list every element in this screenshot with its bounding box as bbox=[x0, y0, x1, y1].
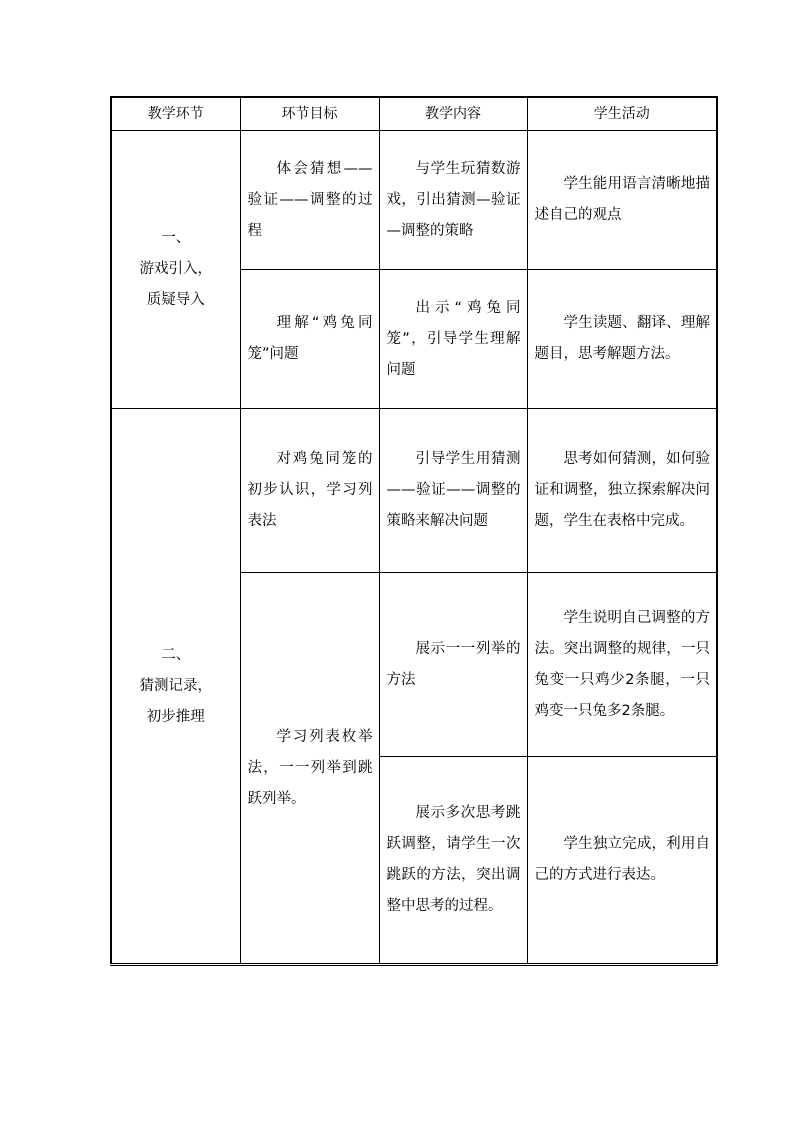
table-row bbox=[111, 409, 717, 573]
activity-text: 学生说明自己调整的方法。突出调整的规律，一只兔变一只鸡少2条腿，一只鸡变一只兔多2条腿。 bbox=[534, 609, 710, 719]
goal-cell bbox=[240, 131, 379, 270]
stage-1-cell bbox=[111, 131, 240, 409]
content-text: 引导学生用猜测——验证——调整的策略来解决问题 bbox=[386, 451, 521, 529]
goal-cell bbox=[240, 409, 379, 573]
stage-1-line-3: 质疑导入 bbox=[146, 292, 205, 308]
goal-cell bbox=[240, 573, 379, 965]
content-text: 展示多次思考跳跃调整，请学生一次跳跃的方法，突出调整中思考的过程。 bbox=[386, 805, 521, 914]
lesson-plan-table bbox=[110, 96, 718, 966]
content-text: 与学生玩猜数游戏，引出猜测—验证—调整的策略 bbox=[386, 160, 521, 239]
goal-text: 对鸡兔同笼的初步认识，学习列表法 bbox=[247, 451, 373, 529]
goal-text: 理解“鸡兔同笼”问题 bbox=[247, 315, 373, 362]
content-cell bbox=[379, 573, 527, 757]
header-stage: 教学环节 bbox=[111, 97, 240, 131]
activity-cell bbox=[527, 409, 717, 573]
activity-cell bbox=[527, 573, 717, 757]
activity-text: 学生能用语言清晰地描述自己的观点 bbox=[534, 176, 710, 223]
goal-cell bbox=[240, 270, 379, 409]
goal-text: 学习列表枚举法，一一列举到跳跃列举。 bbox=[247, 728, 373, 807]
stage-2-line-2: 猜测记录， bbox=[139, 677, 212, 694]
content-cell bbox=[379, 270, 527, 409]
header-activity: 学生活动 bbox=[527, 97, 717, 131]
header-row bbox=[111, 97, 717, 131]
stage-1-line-2: 游戏引入， bbox=[139, 261, 212, 277]
stage-2-line-1: 二、 bbox=[161, 646, 191, 663]
header-goal: 环节目标 bbox=[240, 97, 379, 131]
activity-text: 思考如何猜测，如何验证和调整，独立探索解决问题，学生在表格中完成。 bbox=[534, 451, 710, 529]
activity-cell bbox=[527, 131, 717, 270]
stage-2-line-3: 初步推理 bbox=[146, 708, 205, 725]
content-cell bbox=[379, 757, 527, 965]
header-content: 教学内容 bbox=[379, 97, 527, 131]
activity-text: 学生独立完成，利用自己的方式进行表达。 bbox=[534, 836, 710, 883]
content-cell bbox=[379, 131, 527, 270]
goal-text: 体会猜想——验证——调整的过程 bbox=[247, 160, 373, 239]
stage-1-line-1: 一、 bbox=[161, 230, 191, 246]
content-text: 展示一一列举的方法 bbox=[386, 640, 521, 688]
table-row bbox=[111, 131, 717, 270]
content-text: 出示“鸡兔同笼”，引导学生理解问题 bbox=[386, 299, 521, 378]
activity-text: 学生读题、翻译、理解题目，思考解题方法。 bbox=[534, 315, 710, 362]
activity-cell bbox=[527, 757, 717, 965]
activity-cell bbox=[527, 270, 717, 409]
content-cell bbox=[379, 409, 527, 573]
stage-2-cell bbox=[111, 409, 240, 965]
